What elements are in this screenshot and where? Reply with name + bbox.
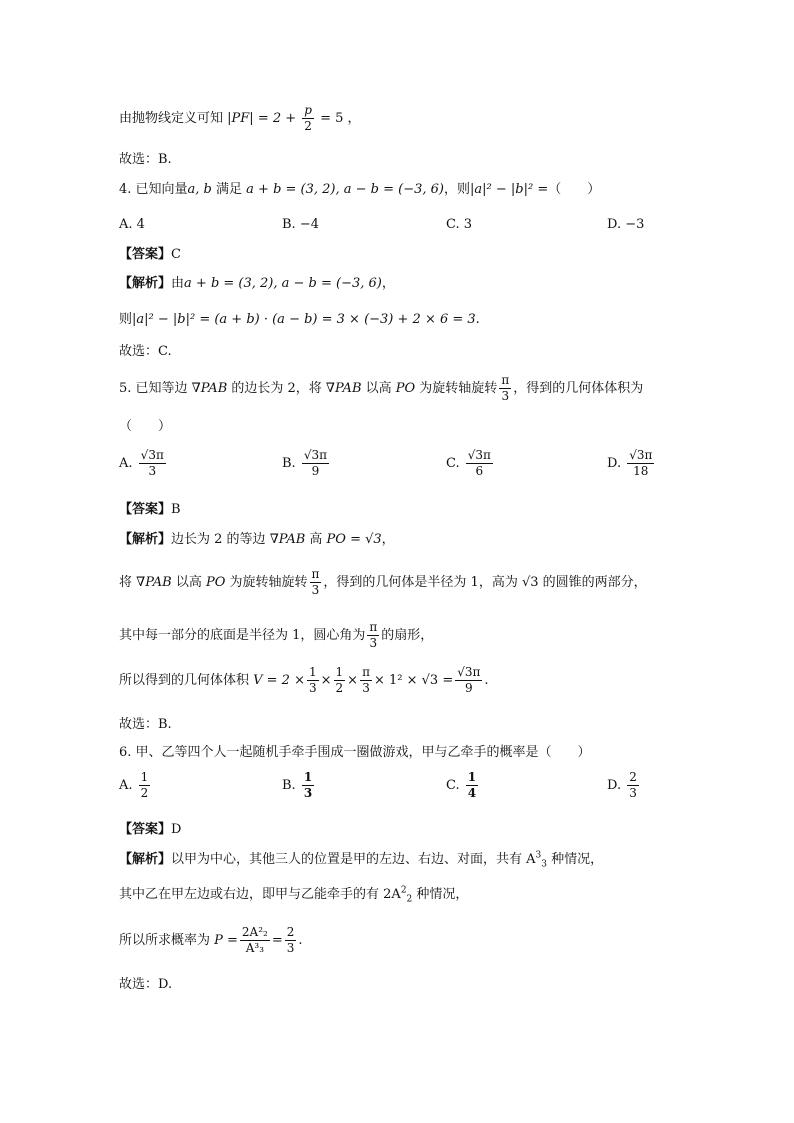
question-6: 6. 甲、乙等四个人一起随机手牵手围成一圈做游戏，甲与乙牵手的概率是（ ） xyxy=(119,745,591,760)
q5-option-b: B. $\frac{√3\pi}{9}$ xyxy=(282,448,327,478)
q5-analysis-line4: 所以得到的几何体体积 V = 2 × $\frac{1}{3}$ × $\frac{1}{2}$ × $\frac{\pi}{3}$ × 1² × √3 = $\frac{√3\pi}{9}$ . xyxy=(119,665,489,695)
q4-option-a: A. 4 xyxy=(119,217,145,232)
q4-analysis-line2: 则|a|² − |b|² = (a + b) · (a − b) = 3 × (−3) + 2 × 6 = 3. xyxy=(119,312,480,327)
fraction: $\frac{p}{2}$ xyxy=(304,103,312,133)
question-4: 4. 已知向量a, b 满足 a + b = (3, 2), a − b = (−3, 6)，则|a|² − |b|² =（ ） xyxy=(119,182,601,197)
q5-answer: 【答案】B xyxy=(119,502,181,517)
q5-option-d: D. $\frac{√3\pi}{18}$ xyxy=(607,448,653,478)
q4-option-d: D. −3 xyxy=(607,217,645,232)
q6-option-c: C. $\frac{1}{4}$ xyxy=(446,770,477,800)
q4-selection: 故选：C. xyxy=(119,344,172,359)
q4-option-b: B. −4 xyxy=(282,217,319,232)
question-5: 5. 已知等边 ∇PAB 的边长为 2，将 ∇PAB 以高 PO 为旋转轴旋转 $\frac{\pi}{3}$ ，得到的几何体体积为 xyxy=(119,373,644,403)
q6-analysis-line1: 【解析】以甲为中心，其他三人的位置是甲的左边、右边、对面，共有 $A^3_3$ 种情况， xyxy=(119,850,604,870)
q5-option-a: A. $\frac{√3\pi}{3}$ xyxy=(119,448,164,478)
text: 由抛物线定义可知 xyxy=(119,111,224,126)
q5-analysis-line1: 【解析】边长为 2 的等边 ∇PAB 高 PO = √3， xyxy=(119,532,395,547)
selection-line: 故选：B. xyxy=(119,152,172,167)
q6-analysis-line2: 其中乙在甲左边或右边，即甲与乙能牵手的有 $2A^2_2$ 种情况， xyxy=(119,885,469,905)
q4-answer: 【答案】C xyxy=(119,247,181,262)
text: ， xyxy=(347,111,361,126)
q6-answer: 【答案】D xyxy=(119,822,182,837)
q4-analysis-line1: 【解析】由a + b = (3, 2), a − b = (−3, 6)， xyxy=(119,276,395,291)
parabola-line xyxy=(119,103,361,134)
q6-option-a: A. $\frac{1}{2}$ xyxy=(119,770,149,800)
q5-analysis-line2: 将 ∇PAB 以高 PO 为旋转轴旋转 $\frac{\pi}{3}$ ，得到的几何体是半径为 1，高为 √3 的圆锥的两部分， xyxy=(119,567,647,597)
q6-option-b: B. $\frac{1}{3}$ xyxy=(282,770,313,800)
q6-analysis-line3: 所以所求概率为 P = $\frac{\text{2A²₂}}{\text{A³₃}}$ = $\frac{2}{3}$ . xyxy=(119,925,303,955)
q5-selection: 故选：B. xyxy=(119,717,172,732)
q5-option-c: C. $\frac{√3\pi}{6}$ xyxy=(446,448,491,478)
math: |PF| = 2 + xyxy=(227,111,297,126)
math: = 5 xyxy=(320,111,344,126)
q5-paren: （ ） xyxy=(119,419,172,434)
q5-analysis-line3: 其中每一部分的底面是半径为 1，圆心角为 $\frac{\pi}{3}$ 的扇形， xyxy=(119,620,434,650)
q4-option-c: C. 3 xyxy=(446,217,473,232)
q6-option-d: D. $\frac{2}{3}$ xyxy=(607,770,637,800)
q6-selection: 故选：D. xyxy=(119,977,173,992)
